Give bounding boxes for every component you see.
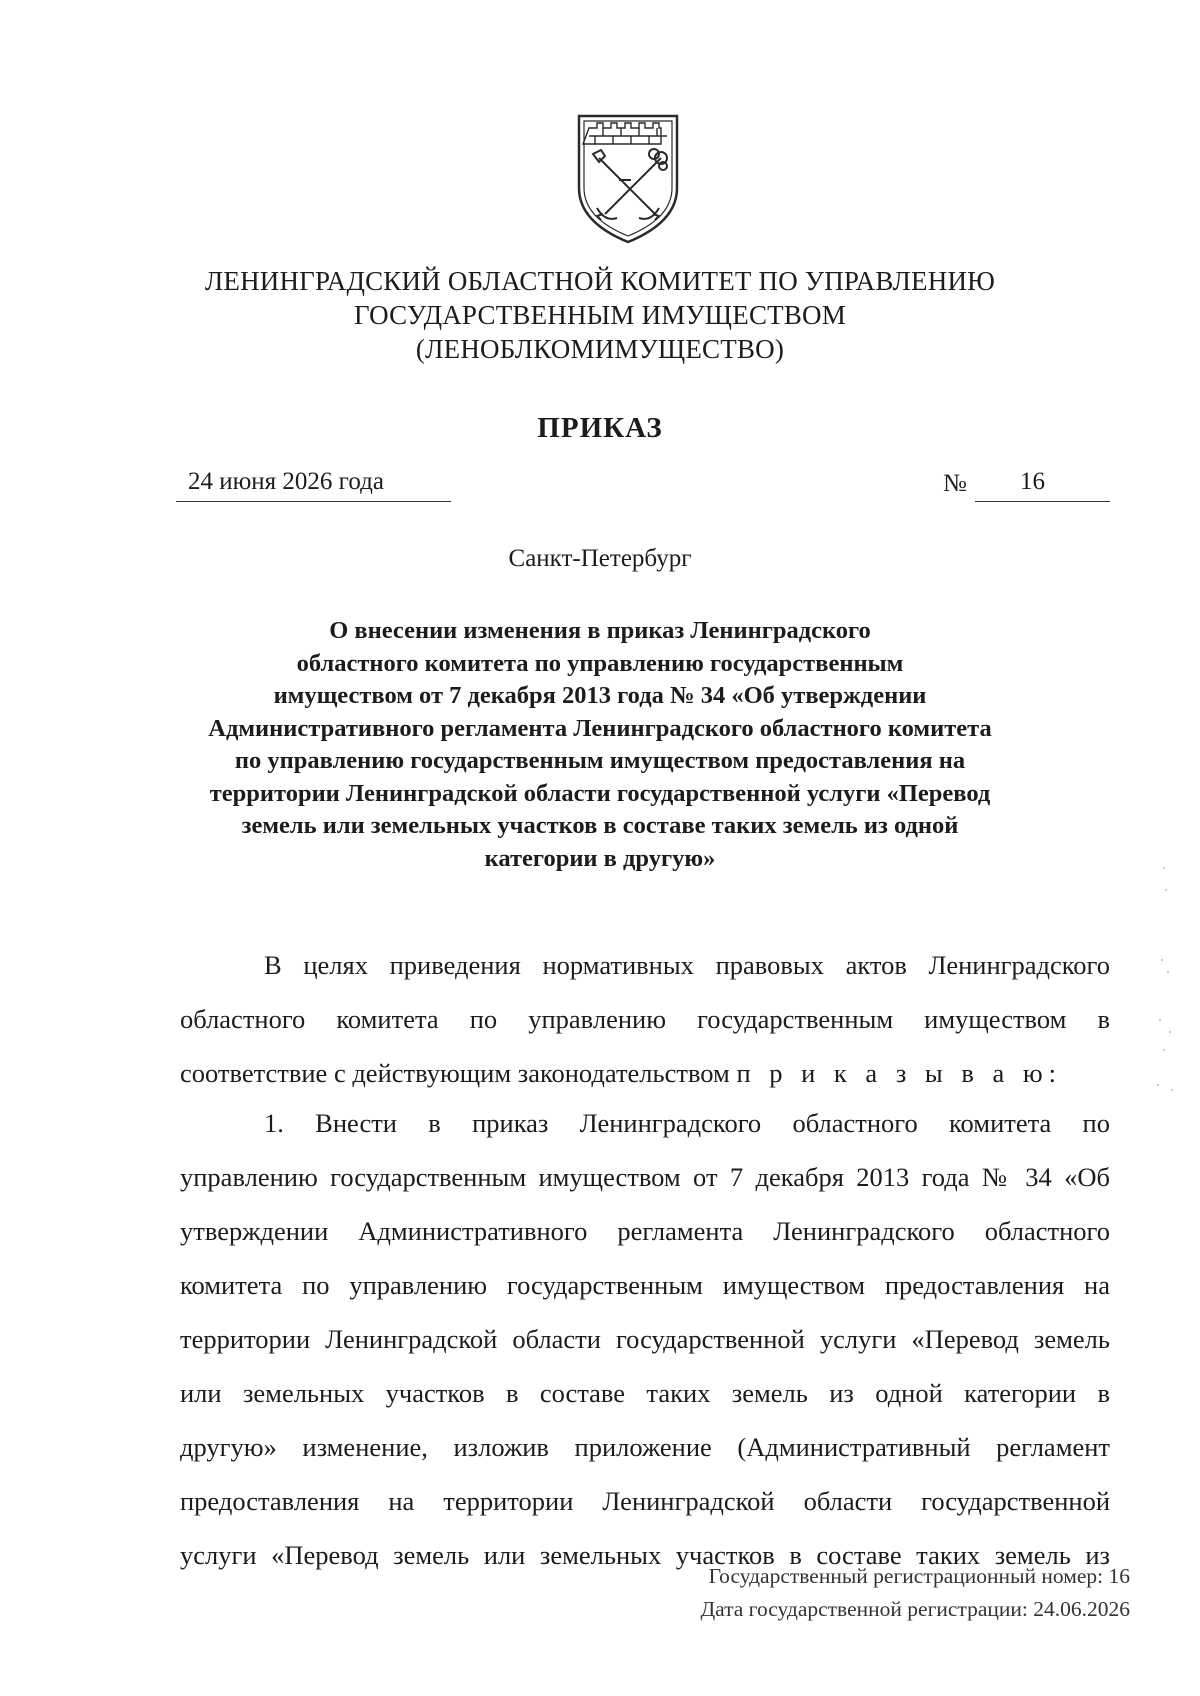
document-type: ПРИКАЗ — [537, 412, 663, 444]
body-line — [180, 1046, 1110, 1100]
body-line: комитета по управлению государственным имуществом предоставления на — [180, 1270, 1110, 1300]
body-line: или земельных участков в составе таких земель из одной категории в — [180, 1378, 1110, 1408]
document-title — [150, 615, 1050, 875]
order-number-field — [975, 467, 1110, 502]
decree-word: п р и к а з ы в а ю: — [736, 1058, 1063, 1088]
title-line: Административного регламента Ленинградского областного комитета — [208, 714, 992, 742]
title-line: территории Ленинградской области государственной услуги «Перевод — [209, 779, 991, 807]
body-line: услуги «Перевод земель или земельных участков в составе таких земель из — [180, 1540, 1110, 1570]
city: Санкт-Петербург — [508, 545, 692, 572]
item-1-paragraph — [180, 1096, 1110, 1582]
title-line: имуществом от 7 декабря 2013 года № 34 «Об утверждении — [273, 682, 927, 709]
title-line: категории в другую» — [484, 844, 716, 872]
coat-of-arms-emblem — [575, 110, 681, 246]
body-line: предоставления на территории Ленинградской области государственной — [180, 1486, 1110, 1516]
title-line: О внесении изменения в приказ Ленинградского — [329, 617, 871, 644]
body-line: территории Ленинградской области государственной услуги «Перевод земель — [180, 1324, 1110, 1354]
org-name-line-3: (ЛЕНОБЛКОМИМУЩЕСТВО) — [415, 334, 785, 364]
registration-info — [600, 1560, 1130, 1626]
body-line: другую» изменение, изложив приложение (Административный регламент — [180, 1432, 1110, 1462]
scan-noise — [1150, 860, 1180, 1100]
organization-name — [150, 264, 1050, 366]
order-date-field — [176, 467, 451, 502]
body-line: 1. Внести в приказ Ленинградского областного комитета по — [264, 1108, 1110, 1138]
title-line: земель или земельных участков в составе таких земель из одной — [241, 812, 959, 839]
order-date: 24 июня 2026 года — [188, 468, 384, 495]
body-line: утверждении Административного регламента Ленинградского областного — [180, 1216, 1110, 1246]
body-line: областного комитета по управлению государственным имуществом в — [180, 1004, 1110, 1034]
registration-number: Государственный регистрационный номер: 16 — [708, 1564, 1130, 1588]
org-name-line-1: ЛЕНИНГРАДСКИЙ ОБЛАСТНОЙ КОМИТЕТ ПО УПРАВЛЕНИЮ — [204, 266, 996, 296]
org-name-line-2: ГОСУДАРСТВЕННЫМ ИМУЩЕСТВОМ — [354, 300, 846, 330]
title-line: по управлению государственным имуществом предоставления на — [234, 747, 966, 774]
preamble-paragraph — [180, 938, 1110, 1100]
body-line: управлению государственным имуществом от 7 декабря 2013 года № 34 «Об — [180, 1162, 1110, 1192]
title-line: областного комитета по управлению государственным — [296, 649, 904, 677]
body-line: В целях приведения нормативных правовых актов Ленинградского — [264, 950, 1110, 980]
body-text: соответствие с действующим законодательством — [180, 1058, 730, 1088]
order-number: 16 — [1020, 468, 1045, 495]
number-sign: № — [943, 470, 967, 497]
registration-date: Дата государственной регистрации: 24.06.2026 — [700, 1597, 1130, 1621]
